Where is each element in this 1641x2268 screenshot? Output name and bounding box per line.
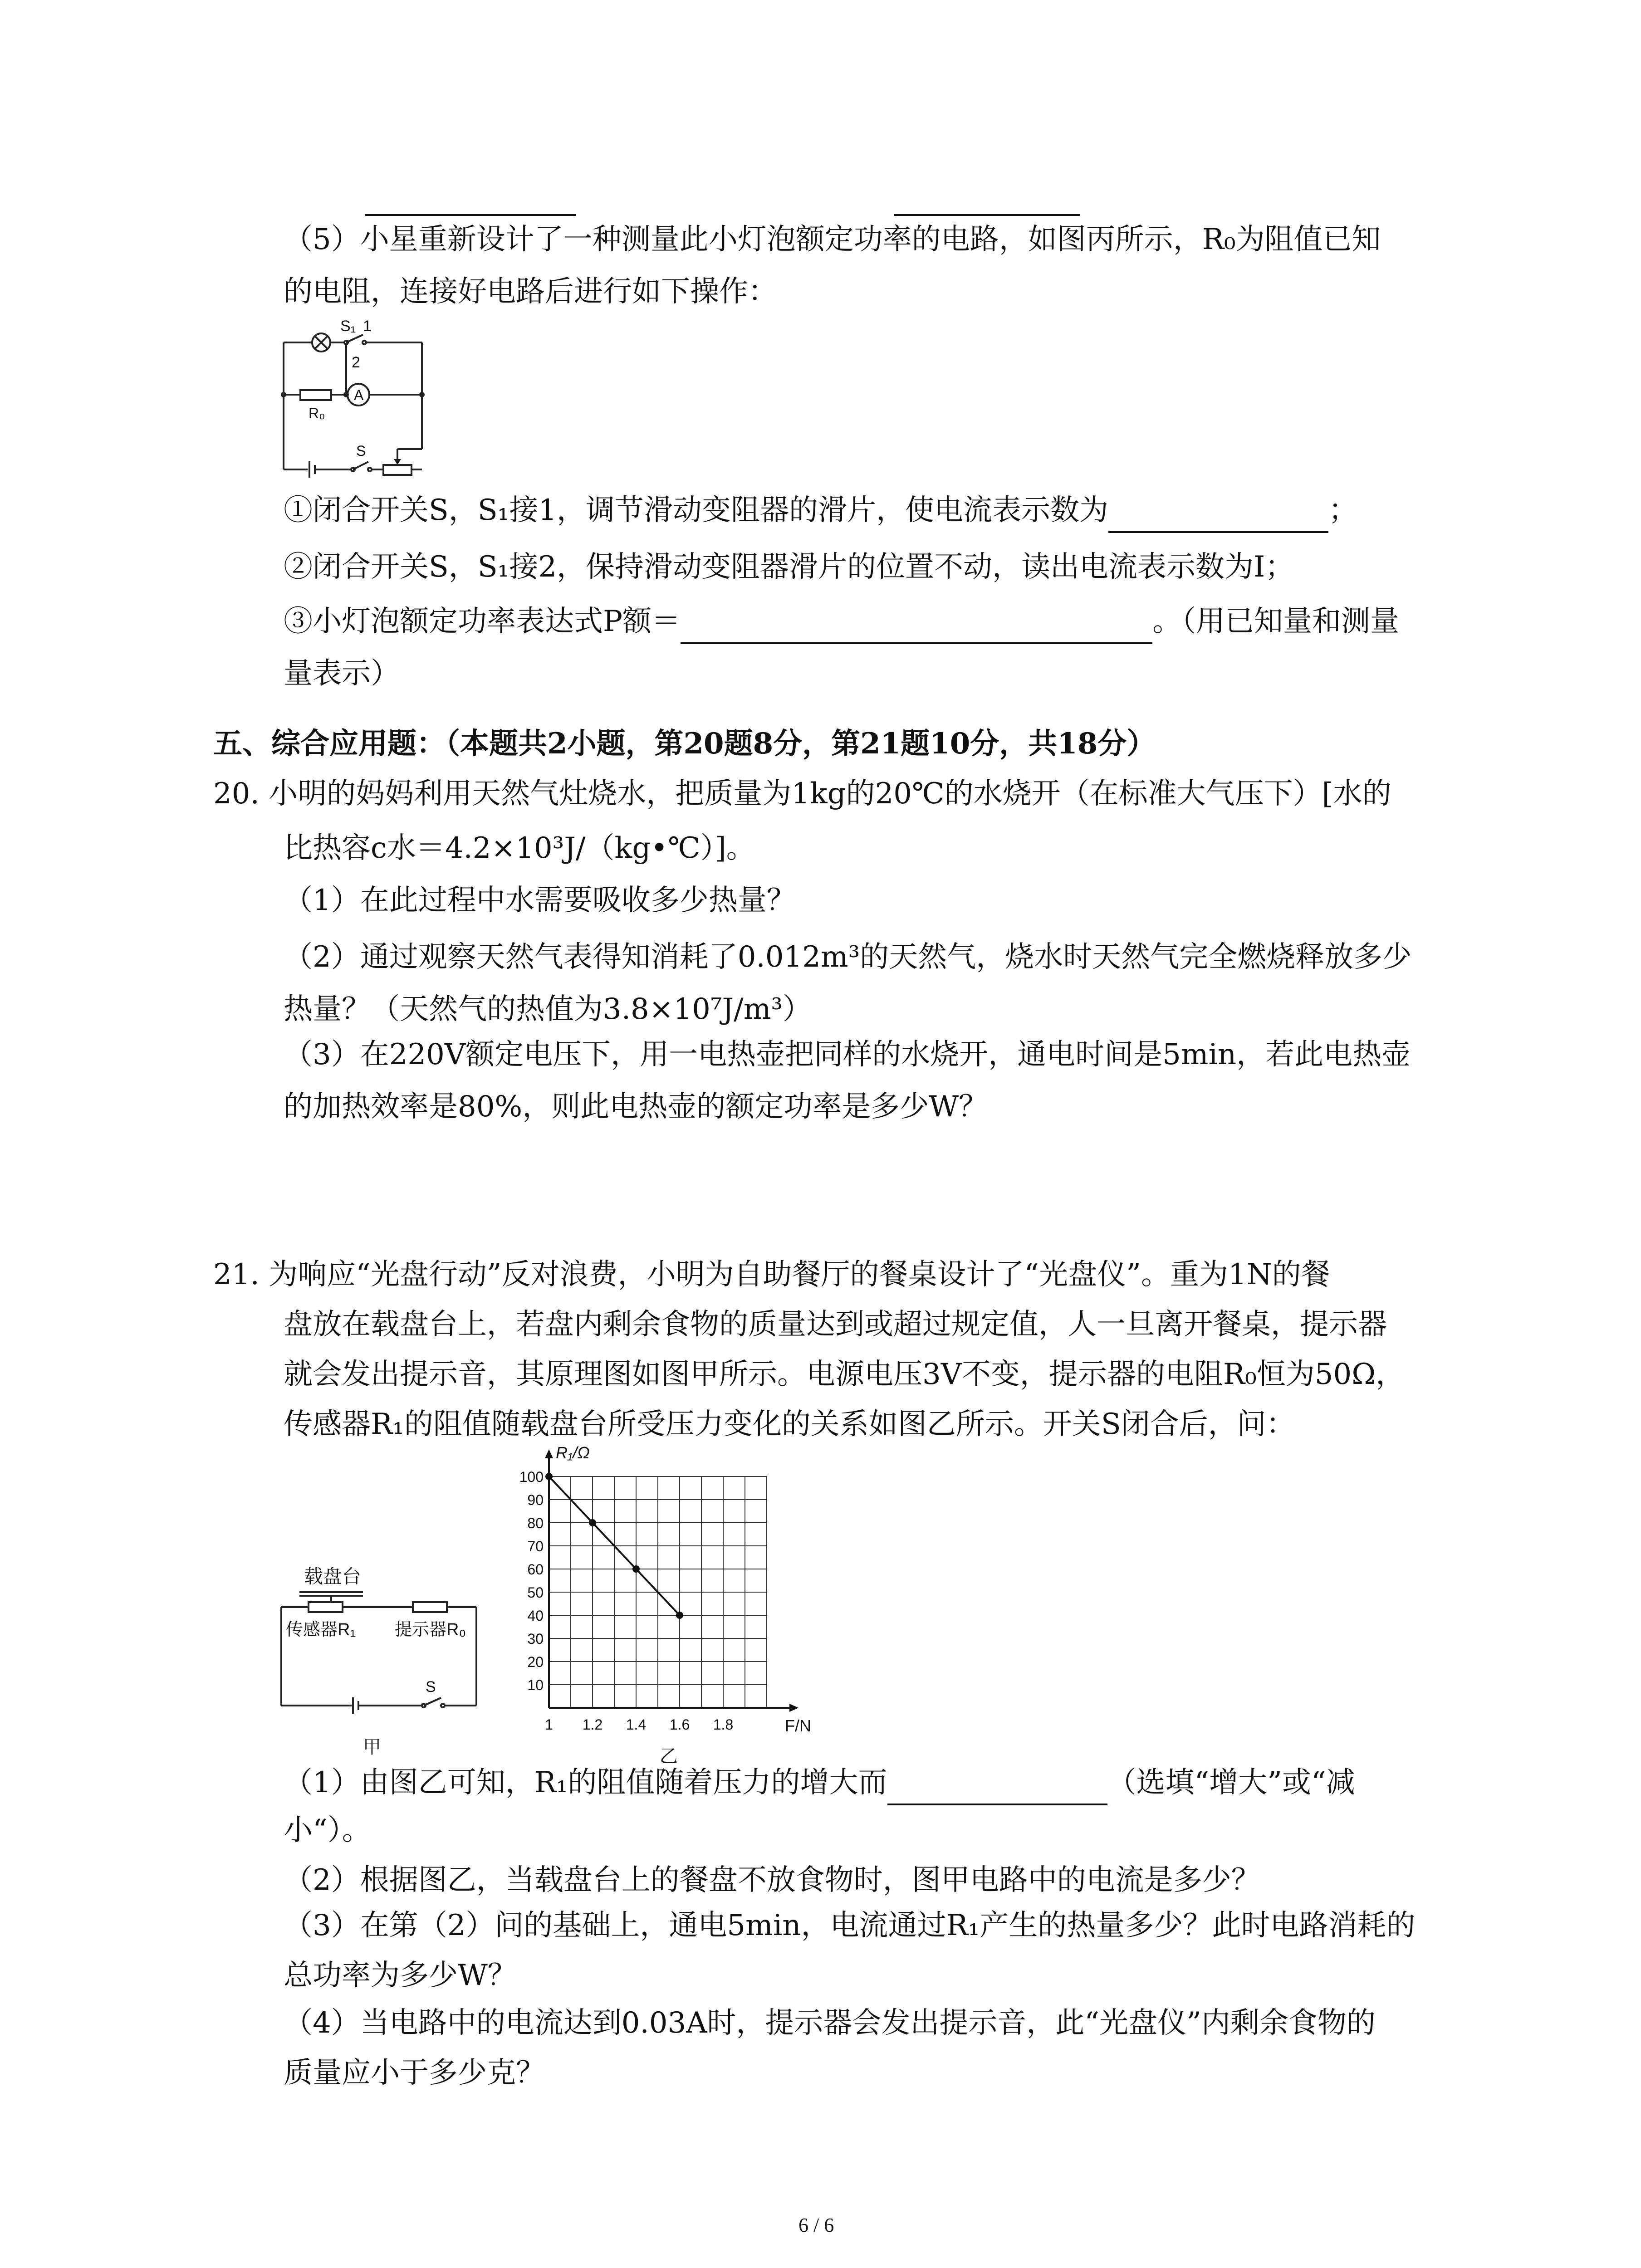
q20-part1: （1）在此过程中水需要吸收多少热量？ [284, 884, 796, 917]
q19-5-line1: （5）小星重新设计了一种测量此小灯泡额定功率的电路，如图丙所示，R₀为阻值已知 [284, 223, 1381, 256]
circuit-s1-label: S₁ [340, 318, 356, 335]
prev-answer-blank-2 [894, 214, 1080, 216]
x-tick-label: 1.8 [713, 1716, 734, 1733]
switch-s-label: S [426, 1678, 436, 1696]
section5-heading: 五、综合应用题：（本题共2小题，第20题8分，第21题10分，共18分） [213, 727, 1156, 761]
q19-5-step1-text: ①闭合开关S，S₁接1，调节滑动变阻器的滑片，使电流表示数为 [284, 494, 1109, 527]
q20-part3b: 的加热效率是80%，则此电热壶的额定功率是多少W？ [284, 1090, 988, 1124]
page-number: 6 / 6 [798, 2214, 834, 2236]
circuit-pos2-label: 2 [352, 354, 360, 371]
q20-part3a: （3）在220V额定电压下，用一电热壶把同样的水烧开，通电时间是5min，若此电热壶 [284, 1038, 1411, 1071]
chart-figure-yi [513, 1443, 830, 1766]
y-tick-label: 50 [527, 1584, 544, 1601]
q21-line3: 就会发出提示音，其原理图如图甲所示。电源电压3V不变，提示器的电阻R₀恒为50Ω， [284, 1358, 1405, 1391]
data-point [676, 1612, 683, 1619]
x-tick-label: 1.6 [669, 1716, 690, 1733]
q19-5-step1-end: ； [1328, 494, 1358, 527]
prev-answer-blank-1 [365, 214, 576, 216]
circuit-pos1-label: 1 [363, 318, 372, 335]
x-tick-label: 1.4 [626, 1716, 647, 1733]
x-axis-label: F/N [785, 1716, 811, 1735]
q20-line2: 比热容c水＝4.2×10³J/（kg•℃）]。 [284, 831, 755, 865]
q19-5-step3-cont: 量表示） [284, 657, 400, 690]
q19-5-step2: ②闭合开关S，S₁接2，保持滑动变阻器滑片的位置不动，读出电流表示数为I； [284, 550, 1294, 584]
q21-line4: 传感器R₁的阻值随载盘台所受压力变化的关系如图乙所示。开关S闭合后，问： [284, 1408, 1295, 1441]
q21-line1: 21. 为响应“光盘行动”反对浪费，小明为自助餐厅的餐桌设计了“光盘仪”。重为1N的餐 [213, 1258, 1330, 1291]
ammeter-icon: A [354, 387, 364, 403]
prompter-label: 提示器R₀ [395, 1620, 466, 1639]
y-tick-label: 90 [527, 1492, 544, 1508]
circuit-jia-figure [272, 1560, 490, 1760]
x-axis-arrow [789, 1704, 798, 1712]
figure-yi-caption: 乙 [660, 1746, 678, 1766]
answer-blank-r1-trend[interactable] [887, 1772, 1107, 1805]
circuit-r0-label: R₀ [309, 405, 325, 421]
y-tick-label: 80 [527, 1515, 544, 1531]
y-tick-label: 20 [527, 1654, 544, 1670]
answer-blank-current[interactable] [1108, 499, 1328, 533]
x-tick-label: 1.2 [582, 1716, 603, 1733]
data-point [632, 1565, 640, 1573]
q21-part3b: 总功率为多少W？ [284, 1959, 517, 1992]
y-tick-label: 70 [527, 1538, 544, 1554]
y-tick-label: 10 [527, 1677, 544, 1693]
y-tick-label: 100 [519, 1469, 544, 1485]
y-tick-label: 30 [527, 1631, 544, 1647]
q19-5-step3-text: ③小灯泡额定功率表达式P额＝ [284, 605, 681, 638]
circuit-bing-figure [272, 313, 436, 485]
q21-part3a: （3）在第（2）问的基础上，通电5min，电流通过R₁产生的热量多少？此时电路消耗的 [284, 1909, 1416, 1942]
q20-line1: 20. 小明的妈妈利用天然气灶烧水，把质量为1kg的20℃的水烧开（在标准大气压下）[水的 [213, 777, 1391, 811]
q21-line2: 盘放在载盘台上，若盘内剩余食物的质量达到或超过规定值，人一旦离开餐桌，提示器 [284, 1308, 1387, 1341]
q19-5-step1 [284, 488, 1357, 533]
figure-jia-caption: 甲 [363, 1737, 381, 1757]
y-axis-arrow [545, 1449, 553, 1458]
q19-5-line2: 的电阻，连接好电路后进行如下操作： [284, 275, 777, 308]
platform-label: 载盘台 [304, 1566, 362, 1587]
q19-5-step3-end: 。（用已知量和测量 [1152, 605, 1400, 638]
data-point [589, 1519, 596, 1526]
y-tick-label: 40 [527, 1608, 544, 1624]
q20-part2b: 热量？（天然气的热值为3.8×10⁷J/m³） [284, 992, 812, 1026]
q20-part2a: （2）通过观察天然气表得知消耗了0.012m³的天然气，烧水时天然气完全燃烧释放多少 [284, 940, 1412, 974]
answer-blank-power-expr[interactable] [681, 611, 1152, 644]
circuit-s-label: S [356, 443, 366, 459]
y-axis-label: R₁/Ω [556, 1443, 590, 1462]
q21-part1a-end: （选填“增大”或“减 [1107, 1766, 1355, 1799]
q21-part1a [284, 1760, 1355, 1805]
y-tick-label: 60 [527, 1561, 544, 1578]
q21-part1b: 小“）。 [284, 1813, 371, 1847]
q21-part2: （2）根据图乙，当载盘台上的餐盘不放食物时，图甲电路中的电流是多少？ [284, 1863, 1260, 1897]
x-tick-label: 1 [545, 1716, 553, 1733]
q21-part4a: （4）当电路中的电流达到0.03A时，提示器会发出提示音，此“光盘仪”内剩余食物的 [284, 2006, 1376, 2040]
sensor-label: 传感器R₁ [286, 1620, 356, 1639]
q21-part4b: 质量应小于多少克？ [284, 2056, 545, 2090]
q21-part1a-text: （1）由图乙可知，R₁的阻值随着压力的增大而 [284, 1766, 887, 1799]
q19-5-step3 [284, 599, 1399, 644]
data-point [545, 1473, 553, 1480]
